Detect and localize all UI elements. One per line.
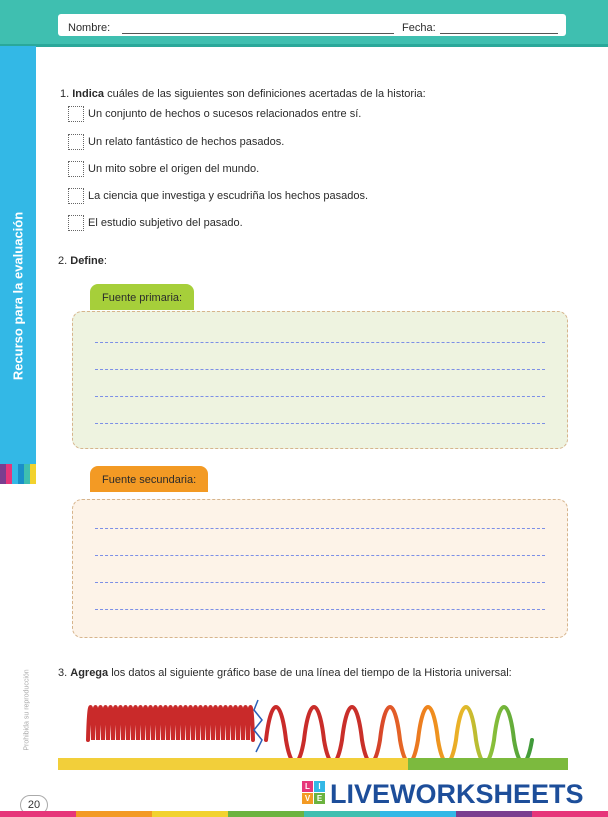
sidebar-title: Recurso para la evaluación xyxy=(10,211,26,381)
bottom-color-strip xyxy=(0,811,608,817)
timeline-wave-open xyxy=(266,707,532,763)
timeline-bar-green xyxy=(408,758,568,770)
writing-line xyxy=(95,528,545,529)
question-2-suffix: : xyxy=(103,255,107,267)
question-2-number: 2. xyxy=(58,255,68,267)
writing-line xyxy=(95,555,545,556)
option-text: Un relato fantástico de hechos pasados. xyxy=(88,136,285,148)
page-number: 20 xyxy=(20,795,48,815)
question-2-keyword: Define xyxy=(70,255,104,267)
question-3-keyword: Agrega xyxy=(70,667,109,679)
option-text: Un mito sobre el origen del mundo. xyxy=(88,163,260,175)
timeline-graphic[interactable] xyxy=(58,690,568,772)
secondary-source-tab xyxy=(90,466,208,492)
question-1-number: 1. xyxy=(60,88,70,100)
name-field[interactable] xyxy=(122,33,394,34)
logo-cube: I xyxy=(314,781,325,792)
secondary-source-answer-box[interactable] xyxy=(72,499,568,638)
checkbox[interactable] xyxy=(68,161,84,177)
question-1 xyxy=(60,88,426,100)
copyright-note: Prohibida su reproducción xyxy=(23,669,31,751)
writing-line xyxy=(95,369,545,370)
option-text: La ciencia que investiga y escudriña los hechos pasados. xyxy=(88,190,369,202)
checkbox[interactable] xyxy=(68,106,84,122)
option-text: El estudio subjetivo del pasado. xyxy=(88,217,243,229)
date-label: Fecha: xyxy=(402,22,436,34)
question-3 xyxy=(58,667,512,679)
writing-line xyxy=(95,609,545,610)
question-1-text: cuáles de las siguientes son definiciones acertadas de la historia: xyxy=(104,88,426,100)
question-1-keyword: Indica xyxy=(72,88,105,100)
writing-line xyxy=(95,423,545,424)
checkbox[interactable] xyxy=(68,188,84,204)
question-3-number: 3. xyxy=(58,667,68,679)
logo-text: LIVEWORKSHEETS xyxy=(330,779,584,809)
logo-cubes-icon xyxy=(302,781,326,807)
secondary-source-label: Fuente secundaria: xyxy=(102,474,197,486)
logo-cube: V xyxy=(302,793,313,804)
writing-line xyxy=(95,342,545,343)
header-box xyxy=(58,14,566,36)
primary-source-answer-box[interactable] xyxy=(72,311,568,449)
question-2 xyxy=(58,255,107,267)
timeline-bar-yellow xyxy=(58,758,408,770)
checkbox[interactable] xyxy=(68,215,84,231)
logo-cube: L xyxy=(302,781,313,792)
sidebar xyxy=(0,46,36,470)
primary-source-tab xyxy=(90,284,194,310)
primary-source-label: Fuente primaria: xyxy=(102,292,183,304)
checkbox[interactable] xyxy=(68,134,84,150)
top-band-line xyxy=(0,44,608,47)
writing-line xyxy=(95,582,545,583)
sidebar-color-bars xyxy=(0,464,40,484)
timeline-divider xyxy=(254,700,262,752)
name-label: Nombre: xyxy=(68,22,111,34)
question-3-text: los datos al siguiente gráfico base de una línea del tiempo de la Historia universal: xyxy=(108,667,512,679)
logo-cube: E xyxy=(314,793,325,804)
writing-line xyxy=(95,396,545,397)
date-field[interactable] xyxy=(440,33,558,34)
option-text: Un conjunto de hechos o sucesos relacionados entre sí. xyxy=(88,108,362,120)
timeline-wave-dense xyxy=(88,707,253,740)
